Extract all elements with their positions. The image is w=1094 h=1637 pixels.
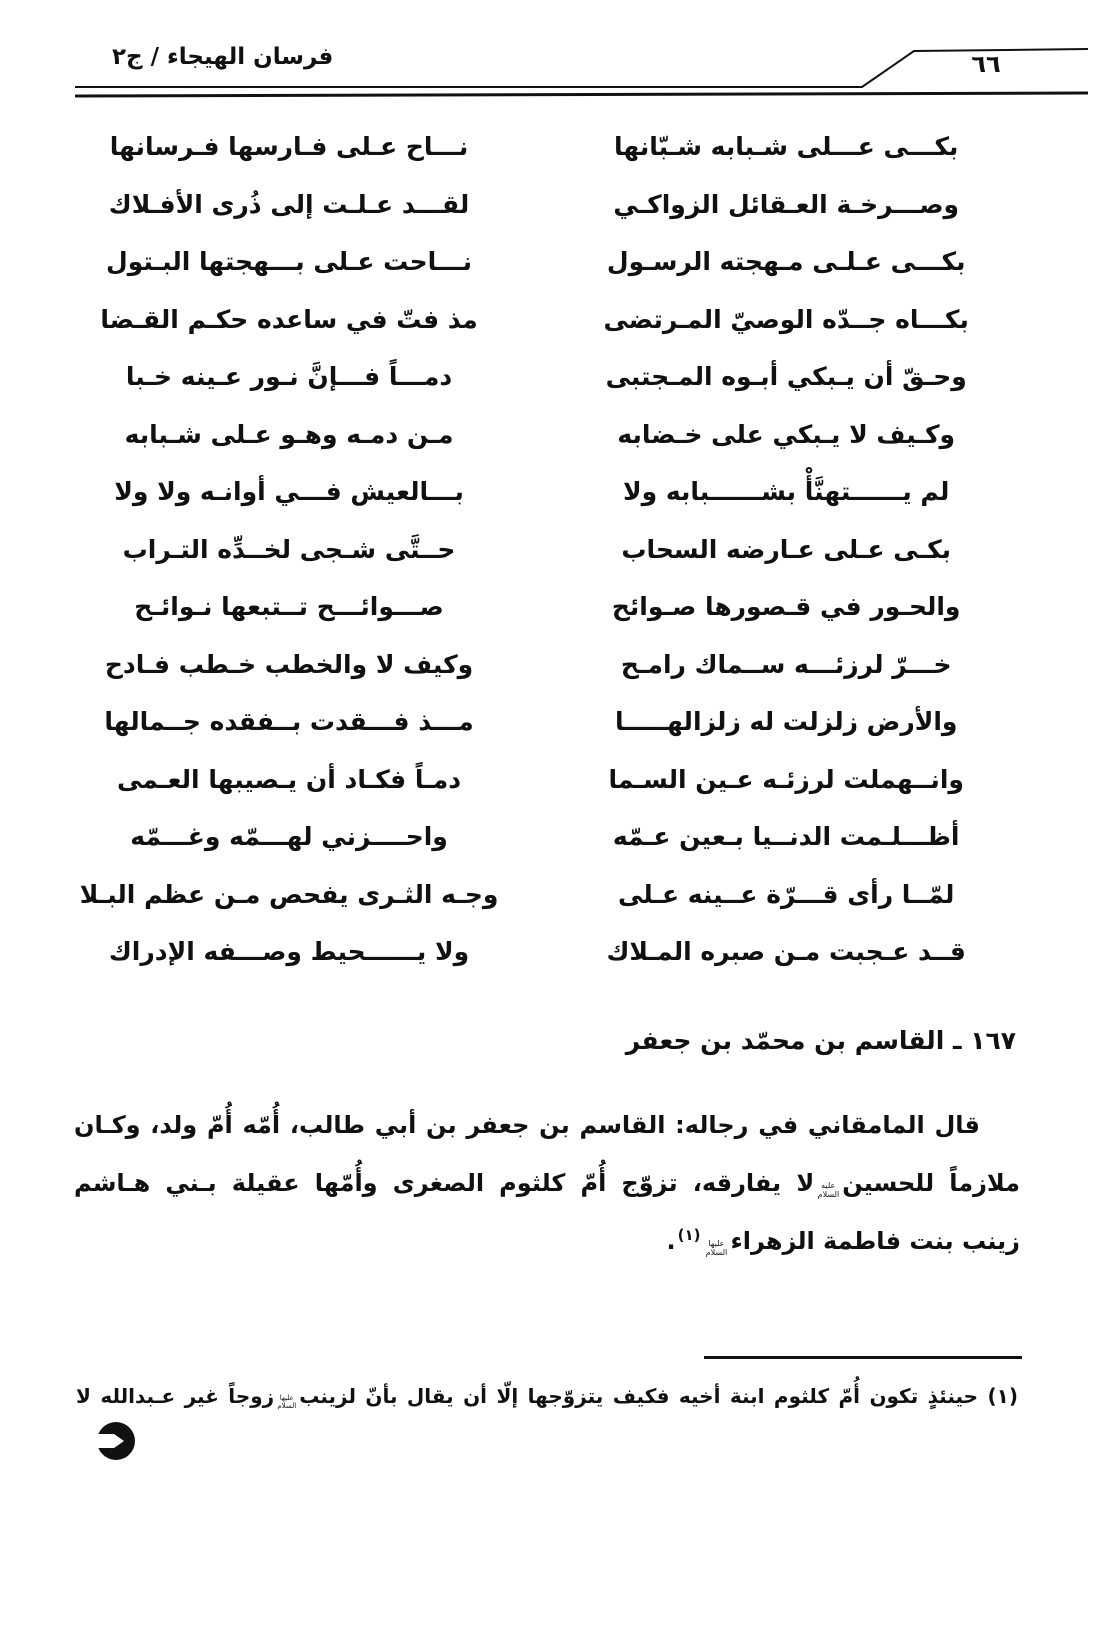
verse-row	[78, 291, 1016, 349]
verse-sadr: والأرض زلزلت له زلزالهـــــا	[614, 707, 958, 736]
paragraph-line	[74, 1154, 1020, 1212]
verse-sadr: وصـــرخـة العـقائل الزواكـي	[613, 189, 960, 219]
paragraph-line	[74, 1212, 1020, 1270]
honorific-mark: عليها السلام	[277, 1394, 297, 1410]
verse-row	[78, 751, 1016, 809]
verse-row	[78, 636, 1016, 694]
verse-sadr: وحـقّ أن يـبكي أبـوه المـجتبى	[605, 362, 967, 391]
verse-ajz: واحــــزني لهـــمّه وغـــمّه	[130, 822, 448, 851]
verse-row	[78, 176, 1016, 234]
continuation-mark-icon	[94, 1420, 138, 1464]
footnote-text: زوجاً غير عـبدالله لا	[76, 1384, 275, 1408]
verse-ajz: مذ فتّ في ساعده حكـم القـضا	[100, 304, 478, 334]
page-number: ٦٦	[971, 50, 1001, 78]
paragraph-line	[74, 1096, 1020, 1154]
footnote-divider	[704, 1356, 1022, 1359]
paragraph-text: لا يفارقه، تزوّج أُمّ كلثوم الصغرى وأُمّها عقيلة بـني هـاشم	[74, 1169, 815, 1197]
verse-ajz: حــتَّى شـجى لخــدِّه التـراب	[122, 534, 456, 564]
honorific-mark: عليها السلام	[705, 1239, 728, 1257]
poem-block	[78, 118, 1016, 981]
footnote-ref: (١)	[677, 1226, 701, 1244]
verse-ajz: دمـاً فكـاد أن يـصيبها العـمى	[116, 764, 462, 794]
verse-sadr: وانــهملت لرزئـه عـين السـما	[608, 764, 964, 794]
verse-sadr: بكـــاه جــدّه الوصيّ المـرتضى	[603, 304, 969, 334]
verse-sadr: بكـــى عـــلى شـبابه شـبّانها	[613, 132, 959, 161]
verse-sadr: خـــرّ لرزئـــه ســماك رامـح	[620, 649, 952, 679]
footnote	[76, 1374, 1018, 1418]
verse-row	[78, 808, 1016, 866]
verse-row	[78, 233, 1016, 291]
prose-paragraph	[74, 1096, 1020, 1270]
verse-ajz: وجـه الثـرى يفحص مـن عظم البـلا	[79, 879, 499, 909]
verse-row	[78, 521, 1016, 579]
footnote-text: (١) حينئذٍ تكون أُمّ كلثوم ابنة أخيه فكيف يتزوّجها إلّا أن يقال بأنّ لزينب	[299, 1384, 1019, 1408]
paragraph-text: قال المامقاني في رجاله: القاسم بن جعفر بن أبي طالب، أُمّه أُمّ ولد، وكـان	[74, 1111, 980, 1139]
section-heading: ١٦٧ ـ القاسم بن محمّد بن جعفر	[625, 1026, 1016, 1055]
header-rule-lines	[0, 0, 1094, 100]
book-title: فرسان الهيجاء / ج٢	[112, 44, 334, 70]
verse-row	[78, 406, 1016, 464]
verse-sadr: بكـــى عـلـى مـهجته الرسـول	[606, 247, 966, 276]
verse-ajz: مـــذ فـــقدت بــفقده جــمالها	[104, 707, 474, 736]
verse-ajz: نـــاحت عـلى بـــهجتها البـتول	[106, 247, 473, 276]
verse-ajz: ولا يــــــحيط وصـــفه الإدراك	[108, 937, 470, 966]
verse-row	[78, 693, 1016, 751]
verse-ajz: نـــاح عـلى فـارسها فـرسانها	[109, 132, 469, 161]
verse-ajz: دمـــاً فـــإنَّ نـور عـينه خـبا	[125, 362, 453, 391]
verse-sadr: بكـى عـلى عـارضه السحاب	[621, 534, 952, 564]
paragraph-text: ملازماً للحسين	[842, 1169, 1020, 1197]
verse-row	[78, 348, 1016, 406]
verse-ajz: بـــالعيش فـــي أوانـه ولا ولا	[114, 477, 464, 506]
paragraph-text: زينب بنت فاطمة الزهراء	[730, 1227, 1020, 1255]
verse-sadr: والحـور في قـصورها صـوائح	[611, 592, 961, 621]
verse-row	[78, 923, 1016, 981]
honorific-mark: عليه السلام	[817, 1181, 840, 1199]
verse-sadr: وكـيف لا يـبكي على خـضابه	[617, 419, 956, 449]
verse-sadr: أظـــلـمت الدنــيا بـعين عـمّه	[612, 822, 960, 851]
verse-row	[78, 866, 1016, 924]
verse-row	[78, 118, 1016, 176]
verse-sadr: لم يــــــتهنَّأْ بشــــــبابه ولا	[622, 477, 950, 506]
verse-sadr: قــد عـجبت مـن صبره المـلاك	[606, 937, 966, 966]
verse-ajz: لقـــد عـلـت إلى ذُرى الأفـلاك	[108, 189, 470, 219]
paragraph-text: .	[666, 1227, 676, 1255]
verse-sadr: لمّــا رأى قـــرّة عــينه عـلى	[617, 879, 955, 909]
verse-row	[78, 578, 1016, 636]
verse-ajz: وكيف لا والخطب خـطب فـادح	[104, 649, 474, 679]
verse-row	[78, 463, 1016, 521]
verse-ajz: مـن دمـه وهـو عـلى شـبابه	[124, 419, 454, 449]
verse-ajz: صـــوائـــح تــتبعها نـوائـح	[134, 592, 444, 621]
